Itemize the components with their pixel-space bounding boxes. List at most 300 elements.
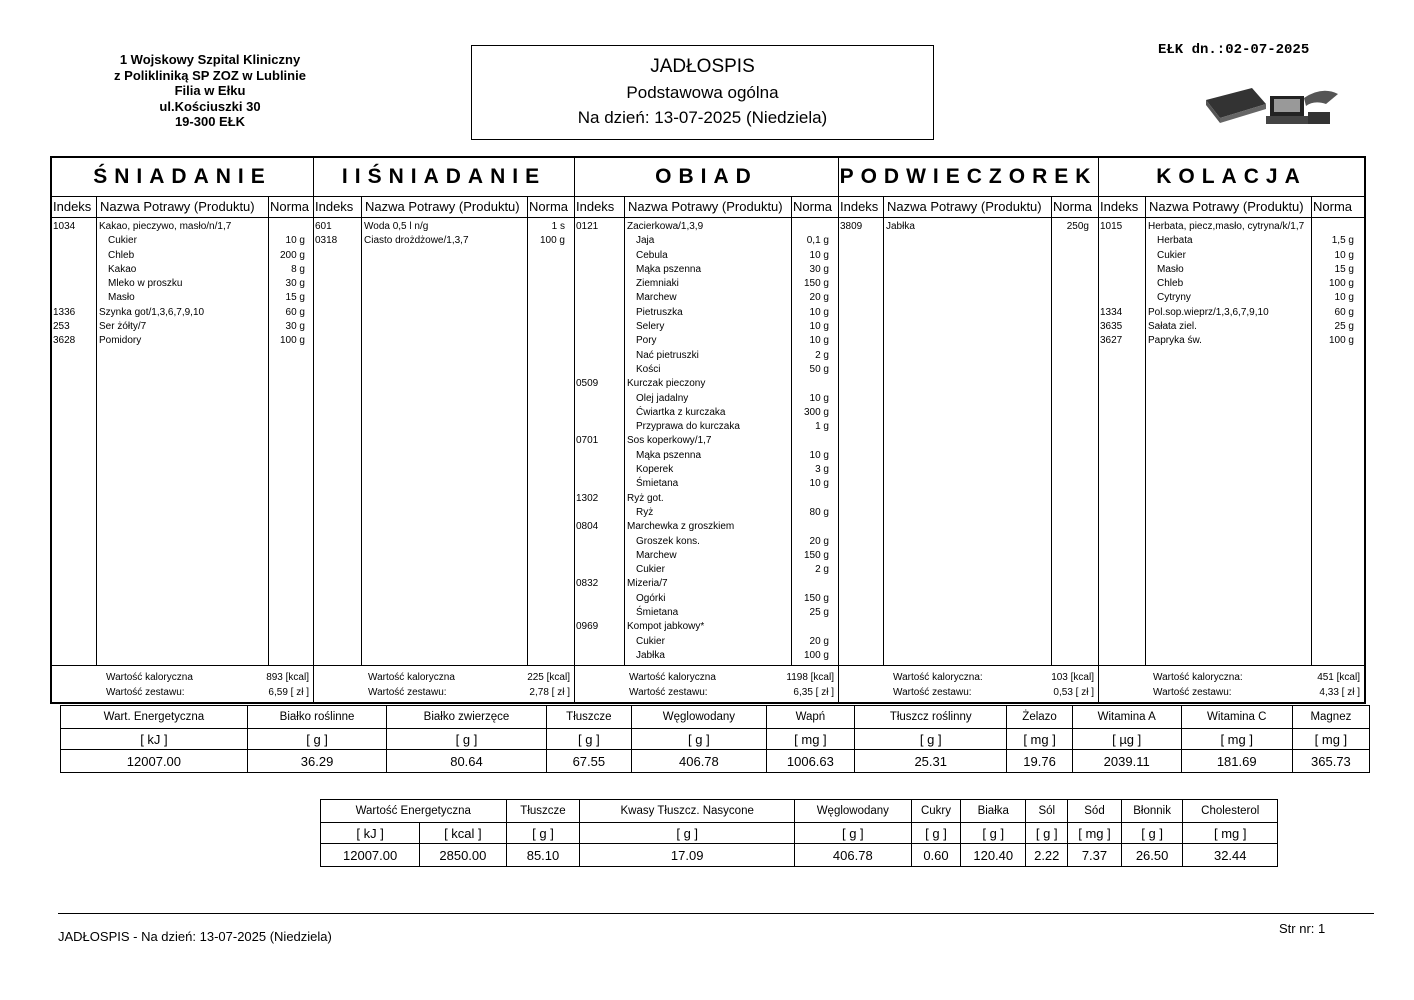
product-norm: 30 g	[285, 278, 305, 290]
menu-row	[575, 377, 838, 391]
hospital-line: Filia w Ełku	[174, 83, 246, 98]
product-name: Zacierkowa/1,3,9	[627, 221, 704, 232]
product-norm: 30 g	[285, 321, 305, 333]
summary-cell: [ g ]	[911, 823, 961, 844]
meal-summary	[52, 665, 313, 702]
nutrition-cell: 406.78	[632, 750, 767, 773]
column-divider	[527, 196, 528, 666]
menu-row	[575, 635, 838, 649]
kcal-label: Wartość kaloryczna	[368, 672, 455, 683]
product-name: Przyprawa do kurczaka	[636, 421, 740, 433]
menu-row	[575, 349, 838, 363]
menu-row	[575, 606, 838, 620]
menu-row	[52, 320, 313, 334]
cost-label: Wartość zestawu:	[368, 687, 447, 698]
nutrition-cell: [ µg ]	[1072, 729, 1181, 750]
computer-logo-icon	[1204, 82, 1344, 135]
menu-row	[575, 563, 838, 577]
name-header: Nazwa Potrawy (Produktu)	[1149, 199, 1304, 214]
product-name: Kości	[636, 363, 661, 375]
product-name: Herbata, piecz,masło, cytryna/k/1,7	[1148, 221, 1305, 232]
menu-row	[575, 577, 838, 591]
product-index: 3635	[1100, 321, 1123, 333]
cost-value: 6,59 [ zł ]	[268, 687, 309, 698]
nutrition-cell: Magnez	[1292, 706, 1369, 729]
column-divider	[1051, 196, 1052, 666]
menu-row	[575, 434, 838, 448]
product-index: 0509	[576, 378, 599, 390]
meal-title: IIŚNIADANIE	[341, 165, 547, 188]
product-name: Cukier	[636, 635, 665, 647]
menu-row	[1099, 320, 1364, 334]
product-name: Jaja	[636, 235, 655, 247]
product-name: Chleb	[1157, 278, 1184, 290]
norm-header: Norma	[529, 199, 569, 214]
nutrition-cell: 365.73	[1292, 750, 1369, 773]
product-name: Nać pietruszki	[636, 349, 699, 361]
product-index: 0318	[315, 235, 338, 247]
product-name: Marchew	[636, 292, 677, 304]
product-norm: 10 g	[809, 449, 829, 461]
nutrition-cell: Witamina A	[1072, 706, 1181, 729]
nutrition-cell: [ g ]	[632, 729, 767, 750]
nutrition-cell: [ g ]	[387, 729, 546, 750]
nutrition-cell: [ mg ]	[1007, 729, 1072, 750]
product-norm: 1 s	[551, 221, 565, 232]
product-name: Ryż	[636, 506, 654, 518]
menu-row	[575, 234, 838, 248]
menu-row	[575, 535, 838, 549]
meal-column	[314, 158, 575, 702]
product-name: Cytryny	[1157, 292, 1191, 304]
kcal-label: Wartość kaloryczna	[629, 672, 716, 683]
index-header: Indeks	[315, 199, 354, 214]
menu-row	[314, 220, 574, 234]
product-name: Papryka św.	[1148, 335, 1202, 347]
summary-units-row	[321, 823, 1278, 844]
kcal-value: 103 [kcal]	[1051, 672, 1094, 683]
meal-rows	[839, 220, 1098, 234]
menu-row	[575, 277, 838, 291]
name-header: Nazwa Potrawy (Produktu)	[887, 199, 1042, 214]
meal-title: PODWIECZOREK	[839, 165, 1098, 188]
product-norm: 250g	[1066, 221, 1089, 232]
menu-row	[575, 620, 838, 634]
nutrition-cell: [ g ]	[247, 729, 386, 750]
summary-header-cell: Białka	[961, 800, 1026, 823]
nutrition-cell: [ kJ ]	[61, 729, 248, 750]
product-norm: 3 g	[815, 464, 829, 476]
product-name: Selery	[636, 321, 665, 333]
cost-label: Wartość zestawu:	[106, 687, 185, 698]
menu-row	[575, 477, 838, 491]
product-index: 0121	[576, 221, 599, 232]
summary-cell: 7.37	[1068, 844, 1121, 867]
product-index: 1034	[53, 221, 76, 232]
product-norm: 1 g	[815, 421, 829, 433]
product-norm: 20 g	[809, 292, 829, 304]
menu-row	[575, 392, 838, 406]
product-name: Cukier	[1157, 249, 1186, 261]
menu-row	[1099, 263, 1364, 277]
product-name: Chleb	[108, 249, 135, 261]
product-name: Jabłka	[636, 649, 665, 661]
summary-cell: [ g ]	[580, 823, 794, 844]
hospital-line: 1 Wojskowy Szpital Kliniczny	[119, 52, 301, 67]
summary-cell: [ g ]	[1121, 823, 1183, 844]
hospital-header	[60, 52, 360, 130]
product-norm: 0,1 g	[806, 235, 829, 247]
product-norm: 150 g	[803, 592, 829, 604]
product-norm: 10 g	[809, 306, 829, 318]
product-norm: 25 g	[809, 607, 829, 619]
product-name: Masło	[1157, 263, 1184, 275]
norm-header: Norma	[1053, 199, 1093, 214]
nutrition-cell: Białko zwierzęce	[387, 706, 546, 729]
summary-cell: [ kJ ]	[321, 823, 420, 844]
menu-row	[575, 291, 838, 305]
diet-name: Podstawowa ogólna	[626, 83, 779, 102]
kcal-value: 893 [kcal]	[266, 672, 309, 683]
menu-row	[1099, 220, 1364, 234]
menu-row	[575, 406, 838, 420]
meal-title: ŚNIADANIE	[93, 165, 272, 188]
meal-column	[52, 158, 314, 702]
meal-column	[575, 158, 839, 702]
column-divider	[883, 196, 884, 666]
name-header: Nazwa Potrawy (Produktu)	[100, 199, 255, 214]
product-norm: 10 g	[1334, 249, 1354, 261]
meal-title: KOLACJA	[1156, 165, 1307, 188]
nutrition-cell: 67.55	[546, 750, 631, 773]
column-header	[839, 196, 1098, 218]
product-norm: 100 g	[1328, 278, 1354, 290]
product-norm: 10 g	[809, 321, 829, 333]
product-name: Marchew	[636, 549, 677, 561]
index-header: Indeks	[576, 199, 615, 214]
summary-cell: 2850.00	[420, 844, 506, 867]
product-norm: 100 g	[279, 335, 305, 347]
column-header	[314, 196, 574, 218]
product-norm: 10 g	[809, 478, 829, 490]
summary-values-row	[321, 844, 1278, 867]
menu-row	[575, 649, 838, 663]
product-name: Pietruszka	[636, 306, 683, 318]
summary-cell: [ g ]	[1026, 823, 1068, 844]
hospital-line: ul.Kościuszki 30	[159, 98, 261, 114]
product-name: Groszek kons.	[636, 535, 700, 547]
nutrition-cell: [ mg ]	[766, 729, 854, 750]
meal-rows	[1099, 220, 1364, 349]
product-name: Kompot jabkowy*	[627, 621, 705, 633]
norm-header: Norma	[270, 199, 310, 214]
menu-row	[575, 506, 838, 520]
summary-cell: 32.44	[1183, 844, 1278, 867]
meal-title: OBIAD	[655, 165, 758, 188]
meal-summary	[839, 665, 1098, 702]
cost-label: Wartość zestawu:	[629, 687, 708, 698]
meal-summary	[1099, 665, 1364, 702]
product-norm: 30 g	[809, 263, 829, 275]
product-norm: 200 g	[279, 249, 305, 261]
menu-row	[1099, 234, 1364, 248]
summary-header-cell: Sód	[1068, 800, 1121, 823]
summary-header-row	[321, 800, 1278, 823]
cost-value: 4,33 [ zł ]	[1319, 687, 1360, 698]
nutrition-cell: 36.29	[247, 750, 386, 773]
summary-cell: [ g ]	[794, 823, 911, 844]
menu-row	[52, 291, 313, 305]
product-norm: 300 g	[803, 406, 829, 418]
menu-row	[52, 249, 313, 263]
product-norm: 1,5 g	[1331, 235, 1354, 247]
menu-table	[50, 156, 1366, 704]
nutrition-cell: Tłuszcz roślinny	[855, 706, 1007, 729]
nutrition-cell: Wapń	[766, 706, 854, 729]
index-header: Indeks	[840, 199, 879, 214]
product-name: Mizeria/7	[627, 578, 668, 590]
menu-date: Na dzień: 13-07-2025 (Niedziela)	[577, 108, 828, 127]
column-header	[1099, 196, 1364, 218]
product-name: Woda 0,5 l n/g	[364, 221, 429, 232]
menu-row	[575, 249, 838, 263]
menu-row	[575, 420, 838, 434]
nutrition-cell: Tłuszcze	[546, 706, 631, 729]
product-norm: 10 g	[1334, 292, 1354, 304]
cost-value: 0,53 [ zł ]	[1053, 687, 1094, 698]
page-title: JADŁOSPIS	[650, 56, 755, 77]
menu-row	[575, 520, 838, 534]
product-norm: 50 g	[809, 363, 829, 375]
cost-value: 2,78 [ zł ]	[529, 687, 570, 698]
menu-row	[575, 363, 838, 377]
product-norm: 100 g	[1328, 335, 1354, 347]
summary-header-cell: Sól	[1026, 800, 1068, 823]
product-norm: 60 g	[1334, 306, 1354, 318]
meal-summary	[575, 665, 838, 702]
name-header: Nazwa Potrawy (Produktu)	[365, 199, 520, 214]
summary-cell: 12007.00	[321, 844, 420, 867]
product-norm: 150 g	[803, 278, 829, 290]
kcal-value: 1198 [kcal]	[786, 672, 834, 683]
kcal-value: 225 [kcal]	[527, 672, 570, 683]
nutrition-cell: [ mg ]	[1181, 729, 1292, 750]
product-norm: 10 g	[809, 392, 829, 404]
menu-row	[52, 334, 313, 348]
menu-row	[575, 449, 838, 463]
meal-rows	[52, 220, 313, 349]
kcal-value: 451 [kcal]	[1317, 672, 1360, 683]
product-name: Masło	[108, 292, 135, 304]
nutrition-table-main	[60, 705, 1370, 773]
product-norm: 60 g	[285, 306, 305, 318]
summary-cell: 2.22	[1026, 844, 1068, 867]
summary-cell: [ mg ]	[1068, 823, 1121, 844]
product-name: Herbata	[1157, 235, 1193, 247]
kcal-label: Wartość kaloryczna:	[1153, 672, 1243, 683]
meal-rows	[314, 220, 574, 249]
cost-value: 6,35 [ zł ]	[793, 687, 834, 698]
product-name: Ćwiartka z kurczaka	[636, 406, 726, 418]
cost-label: Wartość zestawu:	[1153, 687, 1232, 698]
product-norm: 2 g	[815, 349, 829, 361]
menu-row	[314, 234, 574, 248]
norm-header: Norma	[793, 199, 833, 214]
product-index: 1334	[1100, 306, 1123, 318]
column-divider	[361, 196, 362, 666]
menu-row	[1099, 306, 1364, 320]
name-header: Nazwa Potrawy (Produktu)	[628, 199, 783, 214]
product-name: Ser żółty/7	[99, 321, 147, 333]
product-index: 1015	[1100, 221, 1123, 232]
product-norm: 10 g	[809, 335, 829, 347]
summary-header-cell: Wartość Energetyczna	[321, 800, 507, 823]
product-index: 1302	[576, 492, 599, 504]
product-name: Cebula	[636, 249, 668, 261]
summary-cell: 26.50	[1121, 844, 1183, 867]
menu-row	[575, 592, 838, 606]
summary-header-cell: Tłuszcze	[506, 800, 580, 823]
product-index: 601	[315, 221, 332, 232]
nutrition-header-row	[61, 706, 1370, 729]
product-name: Ziemniaki	[636, 278, 679, 290]
product-index: 0701	[576, 435, 599, 447]
product-norm: 100 g	[803, 649, 829, 661]
menu-row	[575, 492, 838, 506]
product-norm: 20 g	[809, 535, 829, 547]
nutrition-table-summary	[320, 799, 1278, 867]
product-name: Kakao, pieczywo, masło/n/1,7	[99, 221, 232, 232]
product-name: Szynka got/1,3,6,7,9,10	[99, 306, 205, 318]
menu-row	[839, 220, 1098, 234]
menu-row	[575, 306, 838, 320]
product-norm: 80 g	[809, 506, 829, 518]
column-header	[52, 196, 313, 218]
menu-row	[52, 306, 313, 320]
menu-row	[575, 320, 838, 334]
nutrition-cell: 1006.63	[766, 750, 854, 773]
product-name: Ogórki	[636, 592, 666, 604]
summary-header-cell: Cukry	[911, 800, 961, 823]
summary-cell: 120.40	[961, 844, 1026, 867]
product-index: 3628	[53, 335, 76, 347]
nutrition-value-row	[61, 750, 1370, 773]
nutrition-cell: 80.64	[387, 750, 546, 773]
menu-row	[52, 234, 313, 248]
menu-row	[575, 334, 838, 348]
nutrition-cell: [ g ]	[855, 729, 1007, 750]
index-header: Indeks	[53, 199, 92, 214]
menu-row	[1099, 249, 1364, 263]
product-name: Pomidory	[99, 335, 142, 347]
summary-cell: [ g ]	[506, 823, 580, 844]
product-index: 253	[53, 321, 70, 333]
product-norm: 15 g	[1334, 263, 1354, 275]
product-name: Koperek	[636, 464, 674, 476]
product-name: Pory	[636, 335, 657, 347]
summary-cell: [ g ]	[961, 823, 1026, 844]
nutrition-cell: 181.69	[1181, 750, 1292, 773]
summary-cell: 17.09	[580, 844, 794, 867]
menu-row	[52, 263, 313, 277]
nutrition-cell: Białko roślinne	[247, 706, 386, 729]
menu-row	[575, 549, 838, 563]
product-name: Marchewka z groszkiem	[627, 521, 735, 533]
product-name: Cukier	[108, 235, 137, 247]
nutrition-cell: Witamina C	[1181, 706, 1292, 729]
product-name: Pol.sop.wieprz/1,3,6,7,9,10	[1148, 306, 1269, 318]
product-index: 0832	[576, 578, 599, 590]
kcal-label: Wartość kaloryczna	[106, 672, 193, 683]
nutrition-cell: Węglowodany	[632, 706, 767, 729]
product-index: 1336	[53, 306, 76, 318]
column-header	[575, 196, 838, 218]
meal-summary	[314, 665, 574, 702]
product-index: 3809	[840, 221, 863, 232]
summary-cell: 85.10	[506, 844, 580, 867]
menu-row	[52, 220, 313, 234]
menu-row	[575, 263, 838, 277]
nutrition-cell: 2039.11	[1072, 750, 1181, 773]
summary-header-cell: Węglowodany	[794, 800, 911, 823]
nutrition-cell: Żelazo	[1007, 706, 1072, 729]
menu-row	[575, 463, 838, 477]
product-name: Olej jadalny	[636, 392, 689, 404]
nutrition-unit-row	[61, 729, 1370, 750]
nutrition-cell: Wart. Energetyczna	[61, 706, 248, 729]
product-norm: 25 g	[1334, 321, 1354, 333]
issue-date: EŁK dn.:02-07-2025	[1158, 42, 1310, 58]
summary-header-cell: Kwasy Tłuszcz. Nasycone	[580, 800, 794, 823]
product-norm: 150 g	[803, 549, 829, 561]
cost-label: Wartość zestawu:	[893, 687, 972, 698]
product-name: Ciasto drożdżowe/1,3,7	[364, 235, 469, 247]
summary-cell: 0.60	[911, 844, 961, 867]
meal-column	[1099, 158, 1364, 702]
kcal-label: Wartość kaloryczna:	[893, 672, 983, 683]
meal-column	[839, 158, 1099, 702]
page-number: Str nr: 1	[1279, 921, 1326, 936]
product-name: Cukier	[636, 564, 665, 576]
product-name: Ryż got.	[627, 492, 664, 504]
product-norm: 10 g	[809, 249, 829, 261]
product-norm: 8 g	[291, 263, 305, 275]
product-name: Sos koperkowy/1,7	[627, 435, 712, 447]
meal-rows	[575, 220, 838, 663]
product-name: Śmietana	[636, 607, 679, 619]
summary-cell: [ kcal ]	[420, 823, 506, 844]
nutrition-cell: [ mg ]	[1292, 729, 1369, 750]
product-name: Sałata ziel.	[1148, 321, 1197, 333]
product-name: Kakao	[108, 263, 137, 275]
norm-header: Norma	[1313, 199, 1353, 214]
menu-row	[1099, 334, 1364, 348]
menu-row	[575, 220, 838, 234]
nutrition-cell: [ g ]	[546, 729, 631, 750]
title-box	[471, 45, 934, 140]
summary-cell: 406.78	[794, 844, 911, 867]
hospital-line: z Polikliniką SP ZOZ w Lublinie	[114, 67, 306, 83]
product-norm: 2 g	[815, 564, 829, 576]
summary-header-cell: Błonnik	[1121, 800, 1183, 823]
menu-row	[52, 277, 313, 291]
product-norm: 20 g	[809, 635, 829, 647]
summary-header-cell: Cholesterol	[1183, 800, 1278, 823]
menu-row	[1099, 277, 1364, 291]
product-name: Jabłka	[886, 221, 915, 232]
product-name: Mleko w proszku	[108, 278, 183, 290]
product-name: Kurczak pieczony	[627, 378, 706, 390]
